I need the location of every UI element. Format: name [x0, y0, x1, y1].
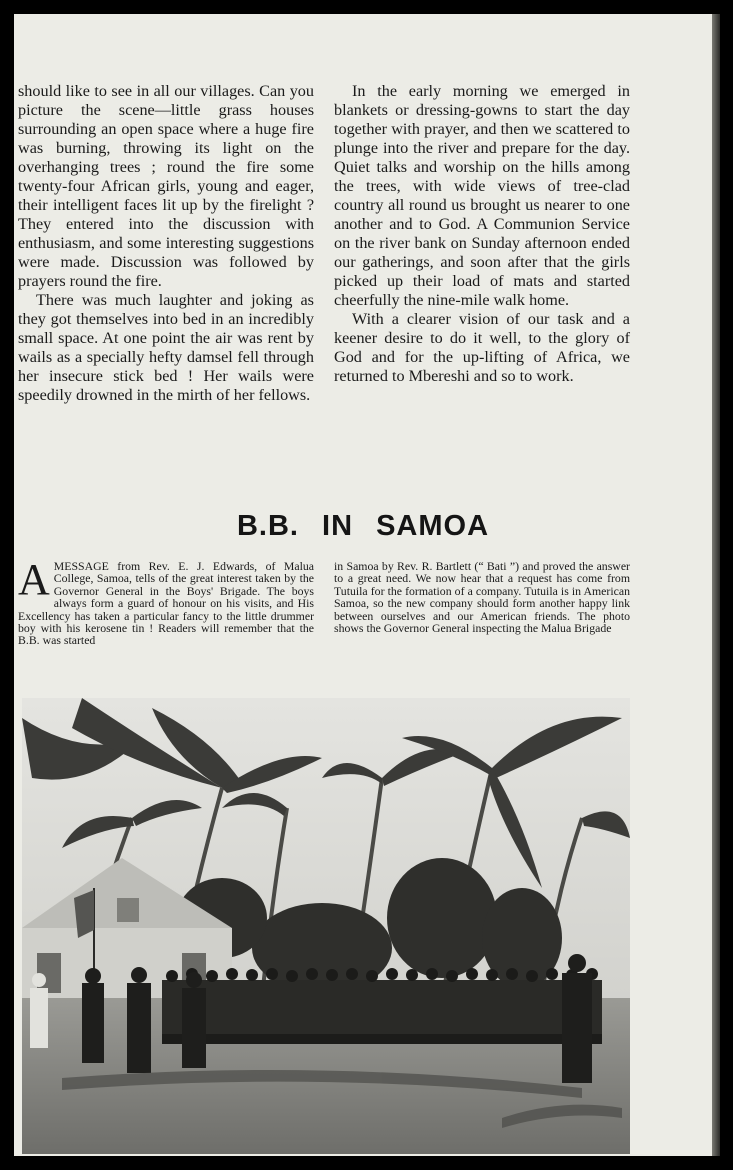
article-left-column — [18, 82, 314, 405]
page-edge — [712, 14, 720, 1156]
samoa-paragraph-left: MESSAGE from Rev. E. J. Edwards, of Malua College, Samoa, tells of the great interest taken by the Governor General in the Boys' Brigade. The boys always form a guard of honour on his visits, and His Excellency has taken a particular fancy to the little drummer boy with his kerosene tin ! Readers will remember that the B.B. was started — [18, 559, 314, 648]
samoa-paragraph-right: in Samoa by Rev. R. Bartlett (“ Bati ”) and proved the answer to a great need. We now hear that a request has come from Tutuila for the formation of a company. Tutuila is in American Samoa, so the new company should form another happy link between ourselves and our American friends. The photo shows the Governor General inspecting the Malua Brigade — [334, 559, 630, 636]
photo-illustration — [22, 698, 630, 1154]
paragraph: With a clearer vision of our task and a keener desire to do it well, to the glory of God and for the up-lifting of Africa, we returned to Mbereshi and so to work. — [334, 310, 630, 385]
paragraph: There was much laughter and joking as they got themselves into bed in an incredibly small space. At one point the air was rent by wails as a specially hefty damsel fell through her insecure stick bed ! Her wails were speedily drowned in the mirth of her fellows. — [18, 291, 314, 404]
article-title: B.B. IN SAMOA — [236, 510, 490, 542]
article-right-column — [334, 82, 630, 386]
paragraph: In the early morning we emerged in blankets or dressing-gowns to start the day together with prayer, and then we scattered to plunge into the river and prepare for the day. Quiet talks and worship on the hills among the trees, with wide views of tree-clad country all round us brought us nearer to one another and to God. A Communion Service on the river bank on Sunday afternoon ended our gatherings, and soon after that the girls picked up their load of mats and started cheerfully the nine-mile walk home. — [334, 82, 630, 309]
samoa-text-right — [334, 560, 630, 634]
magazine-page — [14, 14, 712, 1156]
samoa-text-left — [18, 555, 314, 648]
paragraph: should like to see in all our villages. Can you picture the scene—little grass houses surrounding an open space where a huge fire was burning, throwing its light on the overhanging trees ; round the fire some twenty-four African girls, young and eager, their intelligent faces lit up by the firelight ? They entered into the discussion with enthusiasm, and some interesting suggestions were made. Discussion was followed by prayers round the fire. — [18, 82, 314, 290]
drop-cap: A — [18, 555, 50, 604]
brigade-line — [162, 980, 602, 1044]
brigade-photo — [22, 698, 630, 1154]
